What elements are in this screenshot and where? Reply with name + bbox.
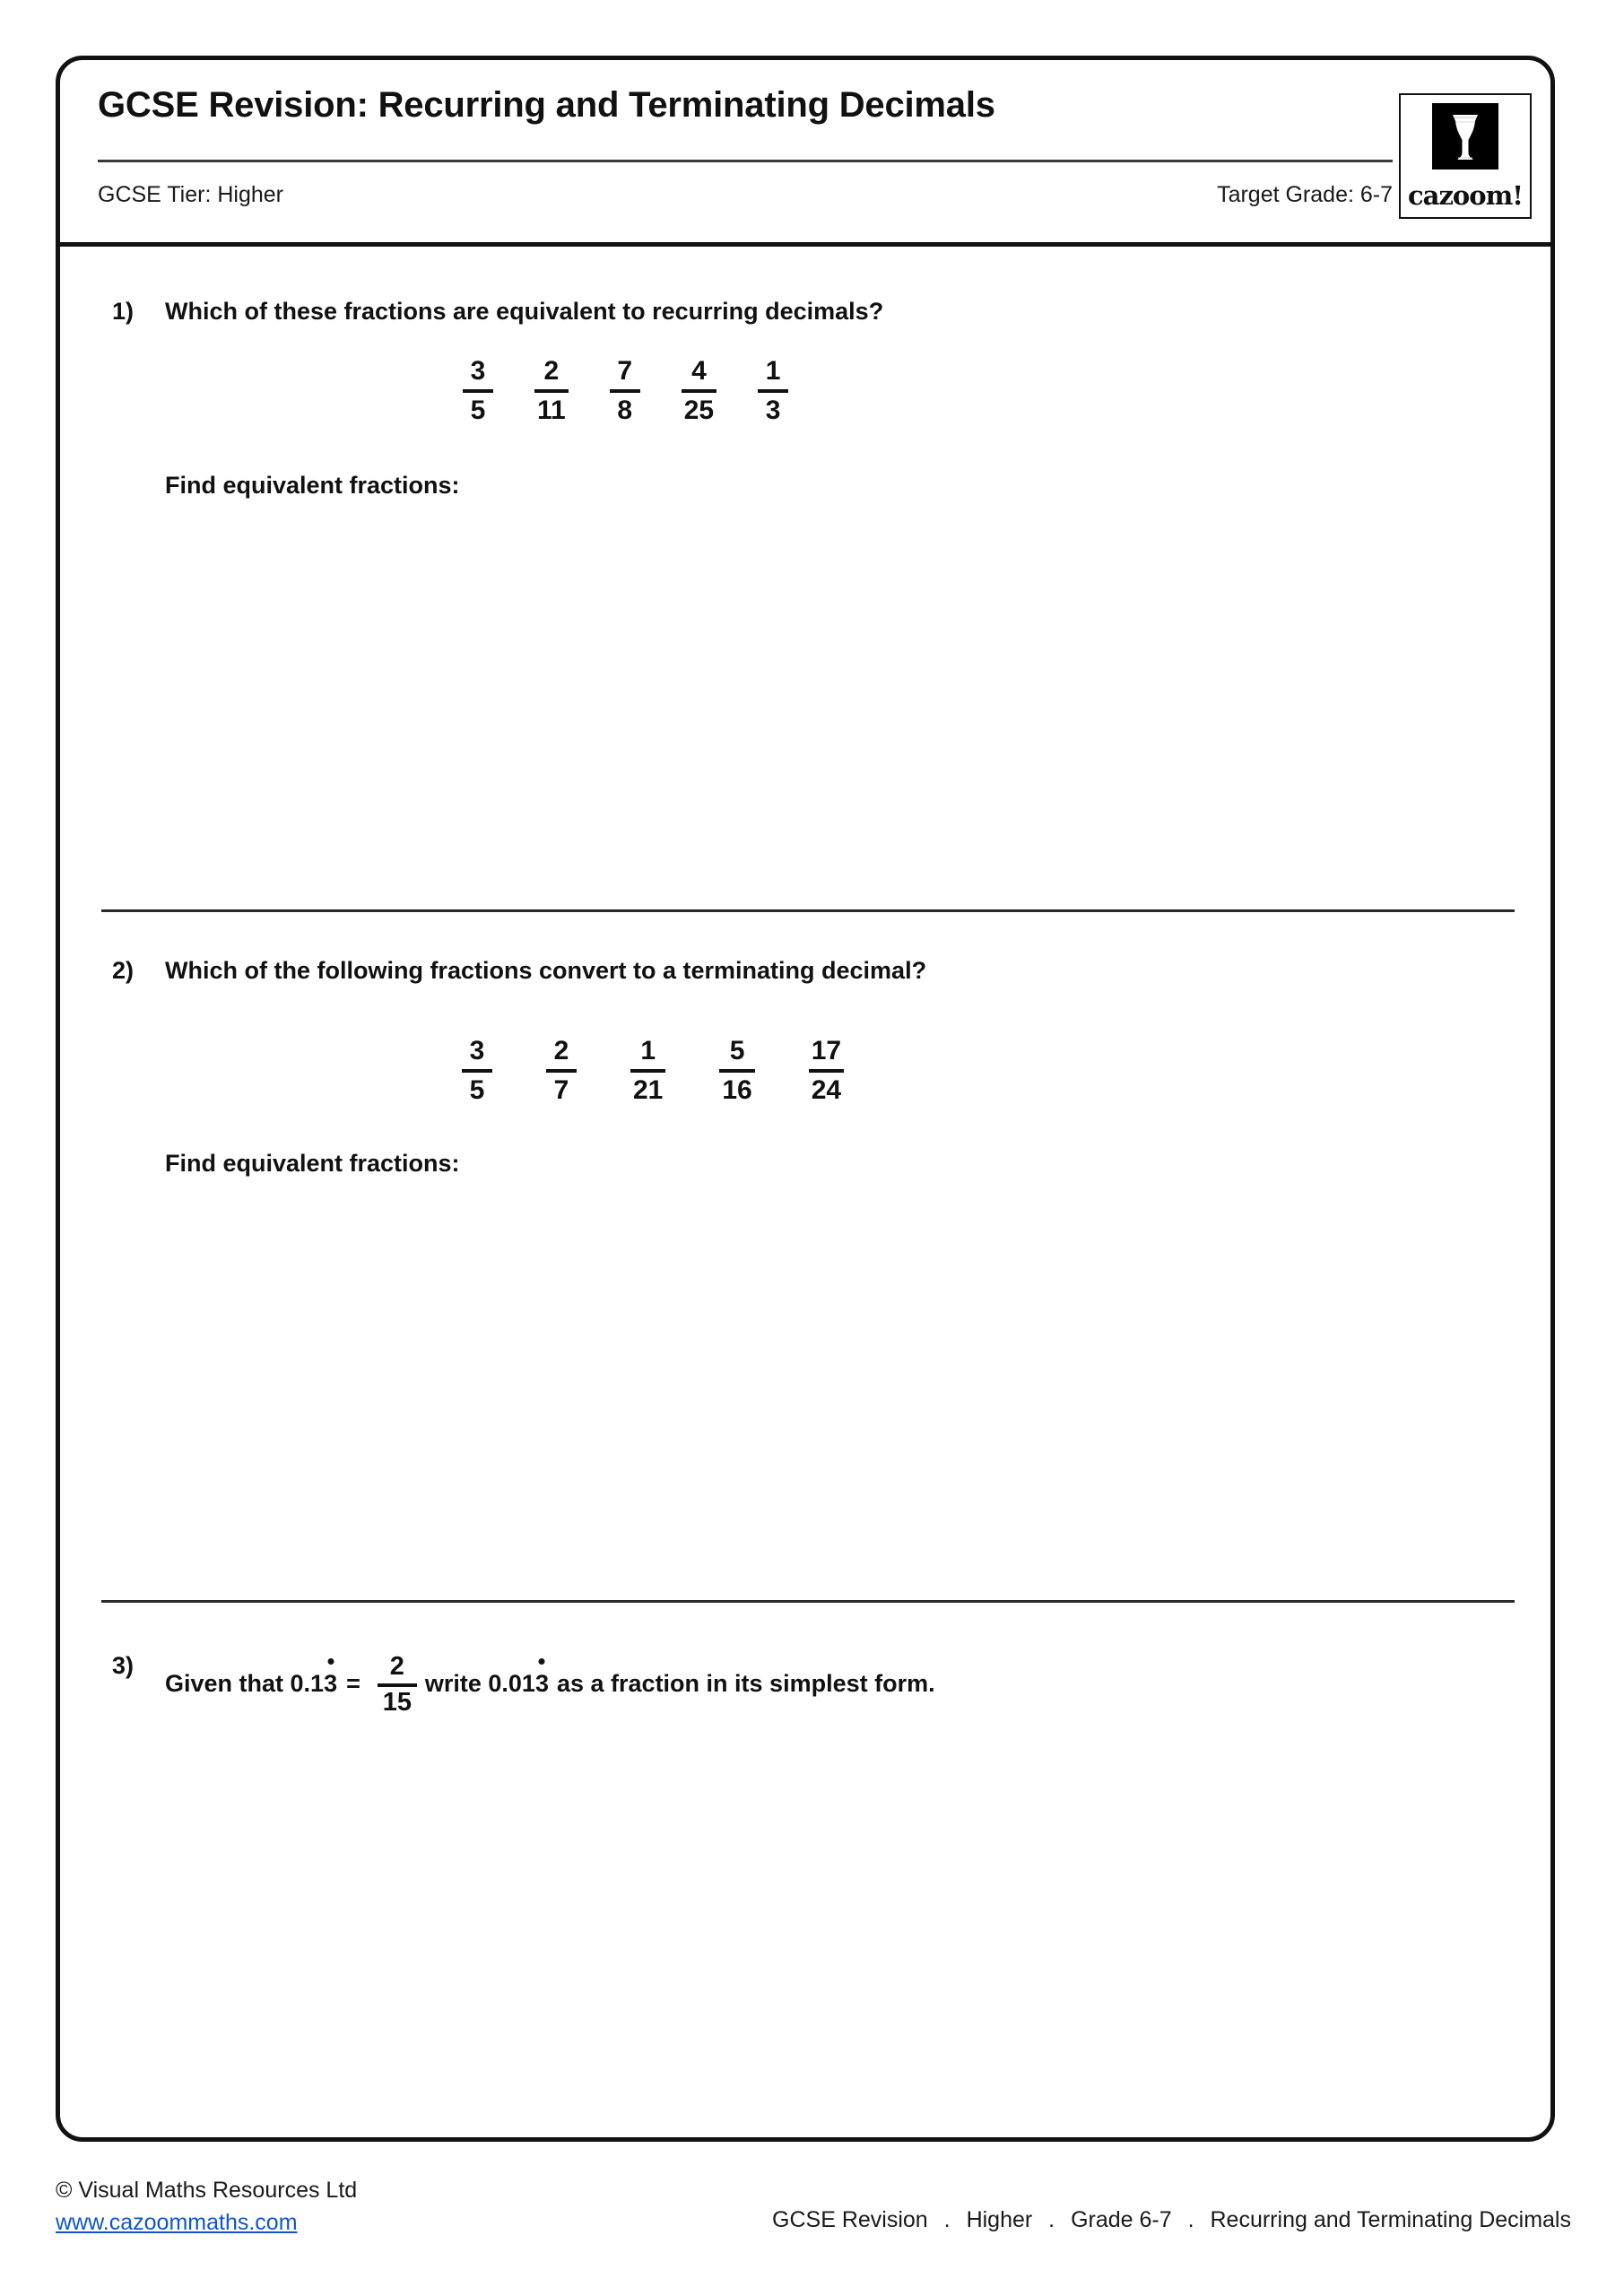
fraction-bar — [682, 389, 716, 393]
fraction-bar — [534, 389, 569, 393]
question-1-prompt: Which of these fractions are equivalent to recurring decimals? — [165, 298, 884, 325]
fraction-numerator: 2 — [553, 1036, 569, 1065]
fraction-denominator: 16 — [722, 1074, 752, 1105]
fraction-numerator: 4 — [691, 356, 707, 386]
question-3-text-part3: as a fraction in its simplest form. — [556, 1670, 935, 1698]
fraction-denominator: 3 — [765, 395, 781, 425]
header-meta-row — [98, 168, 1393, 222]
fraction-1-3 — [610, 356, 640, 425]
logo-inner — [1408, 101, 1523, 213]
question-1-number: 1) — [112, 298, 135, 325]
fraction-numerator: 2 — [389, 1652, 404, 1681]
fraction-bar — [610, 389, 640, 393]
recurring-digit-1 — [324, 1670, 337, 1698]
fraction-1-4 — [682, 356, 716, 425]
cazoom-logo — [1399, 93, 1532, 219]
question-3-number: 3) — [112, 1652, 135, 1679]
question-3-text-part1: Given that 0.1 — [165, 1670, 325, 1698]
question-1-subprompt: Find equivalent fractions: — [165, 472, 460, 499]
breadcrumb-item-1: Higher — [966, 2207, 1033, 2232]
fraction-bar — [462, 1069, 492, 1073]
question-3-prompt — [165, 1652, 935, 1717]
question-2-subprompt: Find equivalent fractions: — [165, 1150, 460, 1177]
gcse-tier-label: GCSE Tier: Higher — [98, 181, 284, 207]
fraction-numerator: 5 — [729, 1036, 745, 1065]
fraction-numerator: 2 — [543, 356, 560, 386]
fraction-numerator: 17 — [811, 1036, 842, 1065]
recurring-digit-value: 3 — [534, 1670, 549, 1698]
equals-sign: = — [346, 1670, 360, 1698]
fraction-denominator: 25 — [683, 395, 715, 425]
copyright-text: © Visual Maths Resources Ltd — [56, 2178, 358, 2203]
fraction-denominator: 8 — [617, 395, 633, 425]
question-3-fraction — [378, 1653, 417, 1718]
fraction-bar — [758, 389, 788, 393]
fraction-1-5 — [758, 356, 788, 425]
fraction-1-1 — [463, 356, 493, 425]
fraction-denominator: 5 — [470, 395, 486, 425]
fraction-bar — [630, 1069, 665, 1073]
question-3-text-part2: write 0.01 — [424, 1670, 535, 1698]
breadcrumb-item-0: GCSE Revision — [772, 2207, 928, 2232]
page-footer — [56, 2174, 1571, 2282]
recurring-digit-value: 3 — [324, 1670, 338, 1698]
question-2-prompt: Which of the following fractions convert to a terminating decimal? — [165, 957, 927, 984]
fraction-bar — [378, 1683, 417, 1687]
breadcrumb-item-2: Grade 6-7 — [1071, 2207, 1172, 2232]
fraction-denominator: 24 — [811, 1074, 842, 1105]
fraction-1-2 — [534, 356, 569, 425]
fraction-denominator: 15 — [382, 1687, 412, 1717]
cazoommaths-website-link[interactable]: www.cazoommaths.com — [56, 2210, 298, 2236]
cazoom-drum-icon — [1432, 103, 1498, 170]
breadcrumb-separator: . — [1187, 2207, 1194, 2232]
fraction-bar — [463, 389, 493, 393]
footer-left-block — [56, 2174, 357, 2239]
fraction-numerator: 1 — [765, 356, 781, 386]
logo-wordmark: cazoom! — [1408, 180, 1524, 211]
recurring-dot-icon — [327, 1658, 334, 1665]
title-divider — [98, 160, 1393, 162]
fraction-2-4 — [719, 1036, 754, 1105]
fraction-2-2 — [546, 1036, 577, 1105]
question-2-divider — [101, 1600, 1515, 1603]
fraction-bar — [546, 1069, 577, 1073]
question-2-fractions — [462, 1036, 844, 1105]
worksheet-page-border — [56, 56, 1555, 2142]
breadcrumb-separator: . — [1048, 2207, 1055, 2232]
header-bottom-divider — [56, 242, 1555, 247]
fraction-bar — [719, 1069, 754, 1073]
footer-breadcrumb — [772, 2207, 1571, 2233]
question-1-divider — [101, 909, 1515, 912]
target-grade-label: Target Grade: 6-7 — [1217, 181, 1393, 207]
fraction-denominator: 7 — [553, 1074, 569, 1105]
question-1-fractions — [463, 356, 788, 425]
worksheet-header — [60, 60, 1550, 242]
fraction-denominator: 5 — [469, 1074, 485, 1105]
fraction-denominator: 11 — [537, 395, 566, 425]
fraction-numerator: 3 — [469, 1036, 485, 1065]
fraction-numerator: 7 — [617, 356, 633, 386]
page-title: GCSE Revision: Recurring and Terminating Decimals — [98, 85, 995, 125]
fraction-2-1 — [462, 1036, 492, 1105]
fraction-denominator: 21 — [633, 1074, 664, 1105]
recurring-dot-icon — [539, 1658, 545, 1665]
recurring-digit-2 — [535, 1670, 549, 1698]
fraction-bar — [809, 1069, 844, 1073]
breadcrumb-separator: . — [943, 2207, 951, 2232]
fraction-numerator: 3 — [470, 356, 486, 386]
fraction-2-5 — [809, 1036, 844, 1105]
question-2-number: 2) — [112, 957, 135, 984]
breadcrumb-item-3: Recurring and Terminating Decimals — [1210, 2207, 1571, 2232]
fraction-2-3 — [630, 1036, 665, 1105]
fraction-numerator: 1 — [640, 1036, 656, 1065]
